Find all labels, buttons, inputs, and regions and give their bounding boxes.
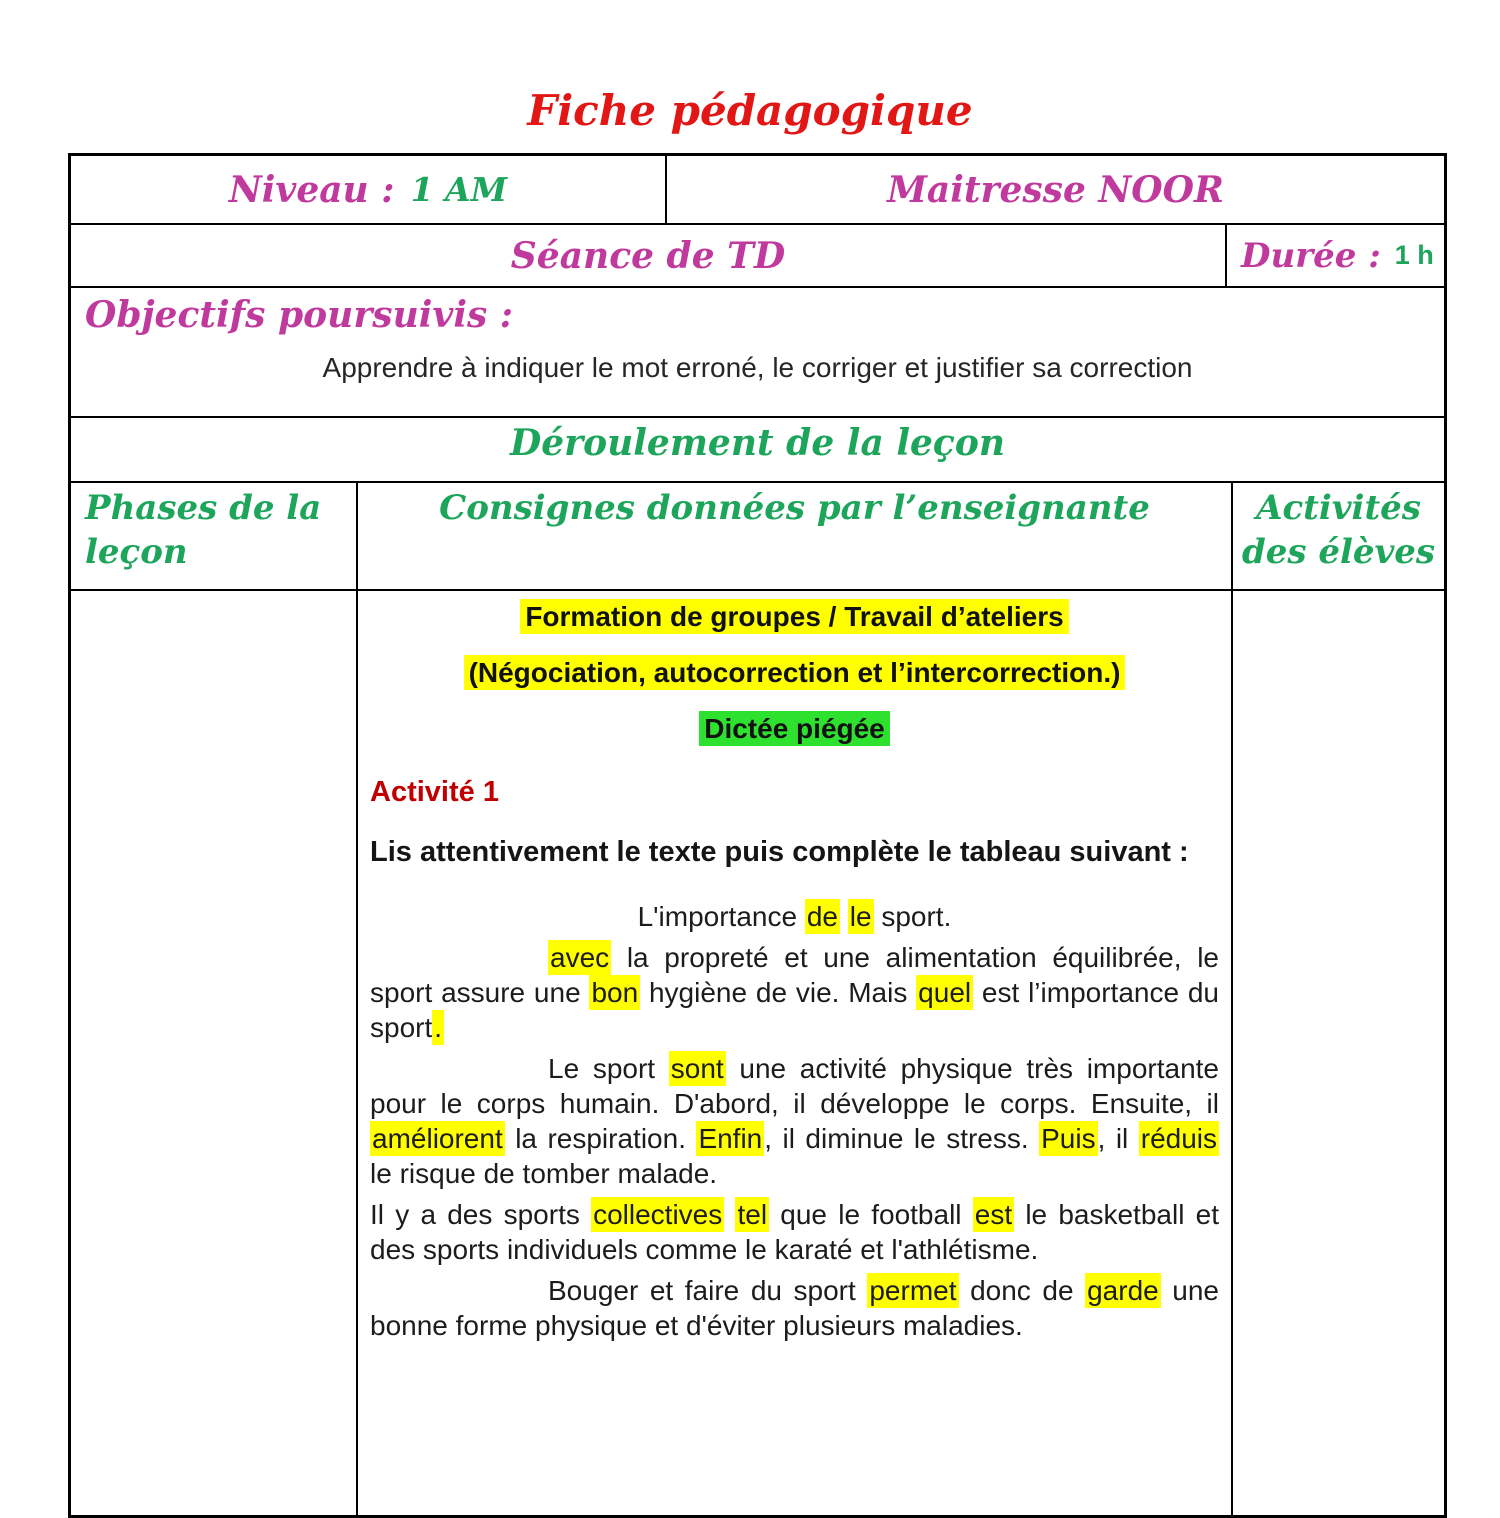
error-word-highlight: avec <box>550 942 610 973</box>
row-deroulement <box>71 418 1444 483</box>
text-run: Il y a des sports <box>370 1199 592 1230</box>
header-phases-label: Phases de la leçon <box>85 488 322 572</box>
error-word-highlight: réduis <box>1140 1123 1218 1154</box>
text-run: Bouger et faire du sport <box>548 1275 868 1306</box>
activity-instruction: Lis attentivement le texte puis complète le tableau suivant : <box>370 836 1189 868</box>
error-word-highlight: garde <box>1087 1275 1159 1306</box>
cell-niveau <box>71 156 667 223</box>
cell-deroulement <box>71 418 1444 481</box>
dictation-paragraph <box>370 1273 1219 1343</box>
cell-maitresse <box>667 156 1444 223</box>
banner-line <box>370 655 1219 690</box>
error-word-highlight: le <box>849 901 872 932</box>
objectifs-label: Objectifs poursuivis : <box>85 294 514 336</box>
row-niveau-maitresse <box>71 156 1444 225</box>
niveau-label: Niveau : <box>228 168 395 211</box>
objectifs-text: Apprendre à indiquer le mot erroné, le corriger et justifier sa correction <box>322 352 1193 383</box>
cell-seance <box>71 225 1227 286</box>
row-lesson-content <box>71 591 1444 1515</box>
text-run: la respiration. <box>504 1123 697 1154</box>
banner-list <box>370 599 1219 746</box>
text-run: le basketball et des sports individuels comme le karaté et l'athlétisme. <box>370 1199 1219 1265</box>
cell-objectifs <box>71 288 1444 416</box>
duree-label: Durée : <box>1241 235 1381 276</box>
highlighted-banner-text: Dictée piégée <box>699 711 890 746</box>
text-run: sport. <box>873 901 952 932</box>
header-activites <box>1233 483 1444 589</box>
fiche-table <box>68 153 1447 1518</box>
error-word-highlight: tel <box>737 1199 768 1230</box>
cell-duree <box>1227 225 1444 286</box>
dictation-paragraph <box>370 1197 1219 1267</box>
text-run: est l’importance du sport <box>370 977 1220 1043</box>
row-column-headers <box>71 483 1444 591</box>
teacher-name: Maitresse NOOR <box>887 168 1224 211</box>
text-run: une bonne forme physique et d'éviter plusieurs maladies. <box>370 1275 1220 1341</box>
error-word-highlight: Puis <box>1041 1123 1096 1154</box>
dictation-paragraph <box>370 899 1219 934</box>
cell-activites-empty <box>1233 591 1444 1515</box>
dictation-paragraph <box>370 1051 1219 1191</box>
dictation-text <box>370 899 1219 1343</box>
text-run: L'importance <box>637 901 805 932</box>
text-run: le risque de tomber malade. <box>370 1158 718 1189</box>
row-objectifs <box>71 288 1444 418</box>
activity-title: Activité 1 <box>370 776 499 808</box>
error-word-highlight: quel <box>918 977 972 1008</box>
text-run: la propreté et une alimentation équilibrée, le sport assure une <box>370 942 1219 1008</box>
duree-value: 1 h <box>1394 240 1434 270</box>
error-word-highlight: bon <box>591 977 639 1008</box>
error-word-highlight: améliorent <box>372 1123 503 1154</box>
error-word-highlight: sont <box>670 1053 724 1084</box>
text-run: donc de <box>958 1275 1086 1306</box>
header-consignes-label: Consignes données par l’enseignante <box>439 488 1150 528</box>
text-run: hygiène de vie. Mais <box>640 977 917 1008</box>
highlighted-banner-text: (Négociation, autocorrection et l’intercorrection.) <box>464 655 1126 690</box>
deroulement-title: Déroulement de la leçon <box>509 422 1006 464</box>
error-word-highlight: collectives <box>593 1199 723 1230</box>
dictation-paragraph <box>370 940 1219 1045</box>
text-run <box>840 901 848 932</box>
text-run: que le football <box>769 1199 973 1230</box>
cell-phases-empty <box>71 591 358 1515</box>
page-title: Fiche pédagogique <box>527 86 973 135</box>
seance-title: Séance de TD <box>510 234 786 277</box>
highlighted-banner-text: Formation de groupes / Travail d’ateliers <box>520 599 1068 634</box>
error-word-highlight: est <box>974 1199 1013 1230</box>
text-run <box>724 1199 735 1230</box>
error-word-highlight: permet <box>869 1275 957 1306</box>
row-seance-duree <box>71 225 1444 288</box>
banner-line <box>370 711 1219 746</box>
error-word-highlight: Enfin <box>698 1123 763 1154</box>
header-consignes <box>358 483 1233 589</box>
text-run: , il diminue le stress. <box>764 1123 1040 1154</box>
error-word-highlight: . <box>434 1012 443 1043</box>
text-run: , il <box>1097 1123 1139 1154</box>
cell-consignes-content <box>358 591 1233 1515</box>
header-phases <box>71 483 358 589</box>
text-run: une activité physique très importante pour le corps humain. D'abord, il développe le corps. Ensuite, il <box>370 1053 1220 1119</box>
banner-line <box>370 599 1219 634</box>
niveau-value: 1 AM <box>410 170 508 209</box>
header-activites-label: Activités des élèves <box>1241 488 1436 572</box>
error-word-highlight: de <box>806 901 838 932</box>
text-run: Le sport <box>548 1053 669 1084</box>
